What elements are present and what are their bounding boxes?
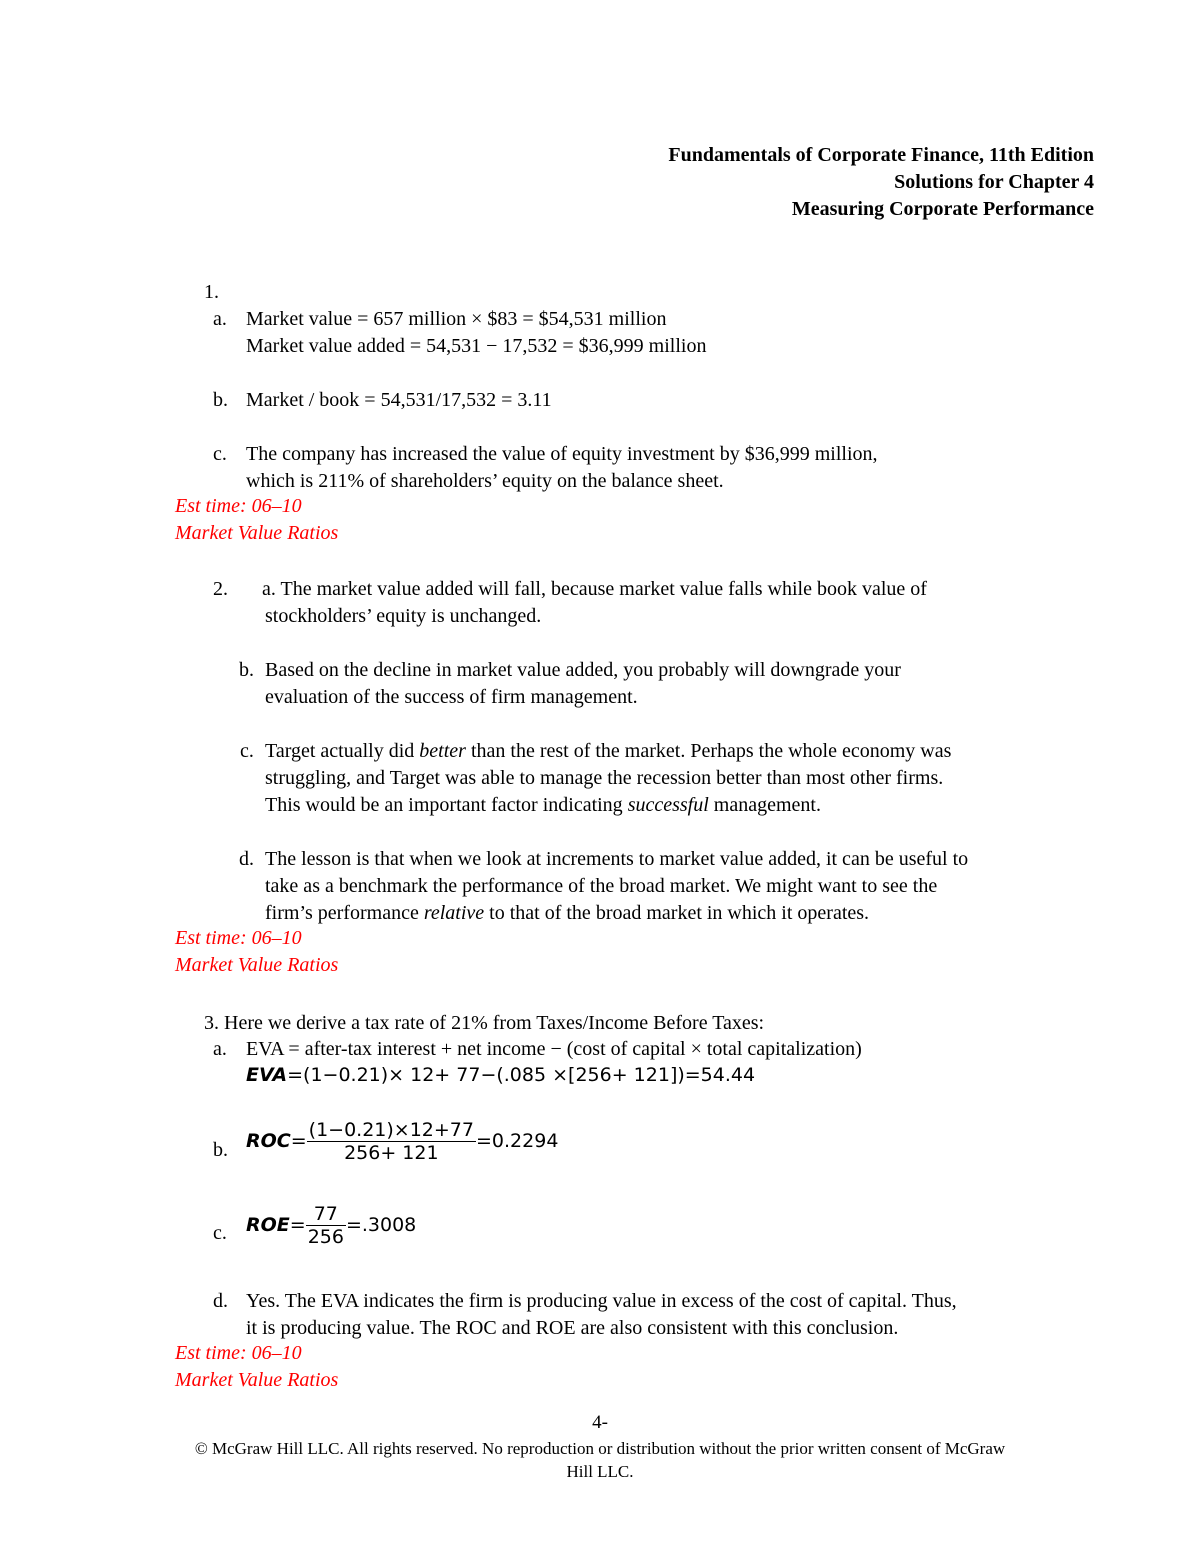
q2-est-time: Est time: 06–10 (175, 927, 302, 949)
emphasis-relative: relative (423, 902, 485, 924)
q2-a-line2: stockholders’ equity is unchanged. (265, 605, 542, 627)
q2-c-line1: Target actually did better than the rest of the market. Perhaps the whole economy was (265, 740, 952, 762)
q3-b-marker: b. (213, 1139, 228, 1161)
q3-category: Market Value Ratios (175, 1369, 339, 1391)
q3-intro: 3. Here we derive a tax rate of 21% from Taxes/Income Before Taxes: (204, 1012, 765, 1034)
roe-fraction (306, 1203, 346, 1248)
q1-a-marker: a. (213, 308, 227, 330)
q1-a-line1: Market value = 657 million × $83 = $54,531 million (246, 308, 667, 330)
emphasis-better: better (419, 740, 466, 762)
q1-number: 1. (204, 281, 219, 303)
q3-a-line1: EVA = after-tax interest + net income − (cost of capital × total capitalization) (246, 1038, 862, 1060)
q1-c-line1: The company has increased the value of equity investment by $36,999 million, (246, 443, 878, 465)
roc-variable: ROC (246, 1130, 291, 1152)
q3-d-line1: Yes. The EVA indicates the firm is producing value in excess of the cost of capital. Thus, (246, 1290, 957, 1312)
q1-c-line2: which is 211% of shareholders’ equity on the balance sheet. (246, 470, 724, 492)
q1-b-marker: b. (213, 389, 228, 411)
q3-d-marker: d. (213, 1290, 228, 1312)
roc-numerator: (1−0.21)×12+77 (308, 1119, 474, 1141)
q2-d-line2: take as a benchmark the performance of the broad market. We might want to see the (265, 875, 938, 897)
q2-c-line3: This would be an important factor indicating successful management. (265, 794, 821, 816)
chapter-title: Solutions for Chapter 4 (894, 171, 1094, 193)
roc-fraction (307, 1119, 476, 1164)
q3-b-equation: ROC= $\frac{(1-0.21)\times 12+77}{256+ 121}$ =0.2294 (246, 1119, 559, 1164)
q2-d-line3: firm’s performance relative to that of the broad market in which it operates. (265, 902, 870, 924)
q3-c-equation: ROE= $\frac{77}{256}$ =.3008 (246, 1203, 417, 1248)
topic-title: Measuring Corporate Performance (791, 198, 1094, 220)
eva-variable: EVA (246, 1064, 288, 1086)
q2-category: Market Value Ratios (175, 954, 339, 976)
q1-a-line2: Market value added = 54,531 − 17,532 = $36,999 million (246, 335, 707, 357)
q2-number: 2. (213, 578, 228, 600)
q1-c-marker: c. (213, 443, 227, 465)
q1-category: Market Value Ratios (175, 522, 339, 544)
q3-d-line2: it is producing value. The ROC and ROE are also consistent with this conclusion. (246, 1317, 899, 1339)
roe-numerator: 77 (306, 1203, 346, 1226)
page-number: 4- (592, 1412, 608, 1433)
roe-variable: ROE (246, 1214, 290, 1236)
q2-b-marker: b. (239, 659, 254, 681)
copyright-line1: © McGraw Hill LLC. All rights reserved. No reproduction or distribution without the prior written consent of McGraw (194, 1439, 1006, 1458)
q2-c-marker: c. (240, 740, 254, 762)
q1-b-line1: Market / book = 54,531/17,532 = 3.11 (246, 389, 552, 411)
q1-est-time: Est time: 06–10 (175, 495, 302, 517)
q2-d-marker: d. (239, 848, 254, 870)
book-title: Fundamentals of Corporate Finance, 11th Edition (668, 144, 1094, 166)
q2-c-line2: struggling, and Target was able to manage the recession better than most other firms. (265, 767, 944, 789)
q2-b-line1: Based on the decline in market value added, you probably will downgrade your (265, 659, 901, 681)
q3-a-marker: a. (213, 1038, 227, 1060)
roc-denominator: 256+ 121 (344, 1142, 439, 1164)
copyright-line2: Hill LLC. (566, 1462, 634, 1481)
q3-a-equation: EVA=(1−0.21)× 12+ 77−(.085 ×[256+ 121])=54.44 (246, 1064, 756, 1086)
q3-c-marker: c. (213, 1222, 227, 1244)
q2-a-line1: a. The market value added will fall, because market value falls while book value of (262, 578, 927, 600)
q3-est-time: Est time: 06–10 (175, 1342, 302, 1364)
q2-b-line2: evaluation of the success of firm management. (265, 686, 638, 708)
emphasis-successful: successful (627, 794, 709, 816)
roe-denominator: 256 (307, 1226, 344, 1248)
q2-d-line1: The lesson is that when we look at increments to market value added, it can be useful to (265, 848, 969, 870)
